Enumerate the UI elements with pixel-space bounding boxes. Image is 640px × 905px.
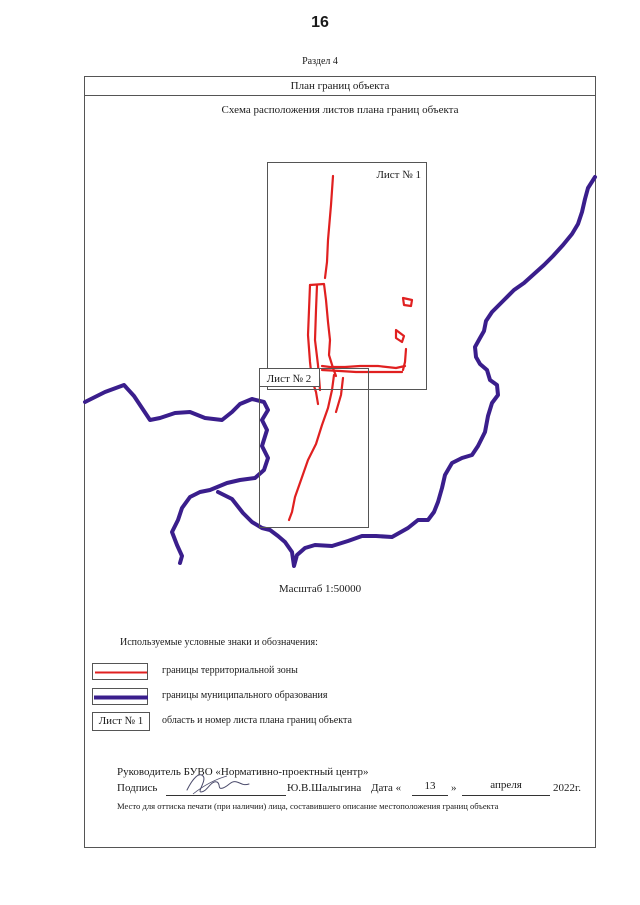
legend-heading: Используемые условные знаки и обозначения: bbox=[120, 637, 318, 648]
signature-label: Подпись bbox=[117, 782, 158, 794]
zone-boundaries bbox=[289, 176, 412, 520]
legend-zone-line bbox=[93, 664, 149, 681]
municipal-boundary-left bbox=[85, 385, 268, 563]
scheme-title: Схема расположения листов плана границ объекта bbox=[221, 104, 459, 116]
legend-sheet-text: область и номер листа плана границ объекта bbox=[162, 715, 352, 726]
date-month: апреля bbox=[490, 779, 522, 791]
sheet-1-label: Лист № 1 bbox=[376, 169, 421, 181]
stamp-note: Место для оттиска печати (при наличии) лица, составившего описание местоположения границ объекта bbox=[117, 801, 499, 811]
handwritten-signature bbox=[183, 768, 253, 798]
date-day-line bbox=[412, 795, 448, 796]
signer-name: Ю.В.Шалыгина bbox=[287, 782, 362, 794]
signature-org-line: Руководитель БУВО «Нормативно-проектный центр» bbox=[117, 766, 369, 778]
frame-title: План границ объекта bbox=[85, 77, 595, 96]
section-label: Раздел 4 bbox=[302, 56, 338, 67]
date-month-line bbox=[462, 795, 550, 796]
page-number: 16 bbox=[311, 14, 329, 31]
date-day: 13 bbox=[424, 780, 436, 792]
legend-municipal-line bbox=[93, 689, 149, 706]
legend-municipal-sample bbox=[92, 688, 148, 705]
date-label: Дата « bbox=[371, 782, 402, 794]
date-quote-close: » bbox=[451, 782, 457, 794]
sheet-2-label: Лист № 2 bbox=[266, 373, 312, 385]
legend-municipal-text: границы муниципального образования bbox=[162, 690, 328, 701]
legend-zone-text: границы территориальной зоны bbox=[162, 665, 298, 676]
sheet-1-outline bbox=[268, 163, 427, 390]
legend-sheet-sample: Лист № 1 bbox=[92, 712, 150, 731]
date-year: 2022г. bbox=[553, 782, 582, 794]
map-scale: Масштаб 1:50000 bbox=[278, 583, 362, 595]
legend-zone-sample bbox=[92, 663, 148, 680]
